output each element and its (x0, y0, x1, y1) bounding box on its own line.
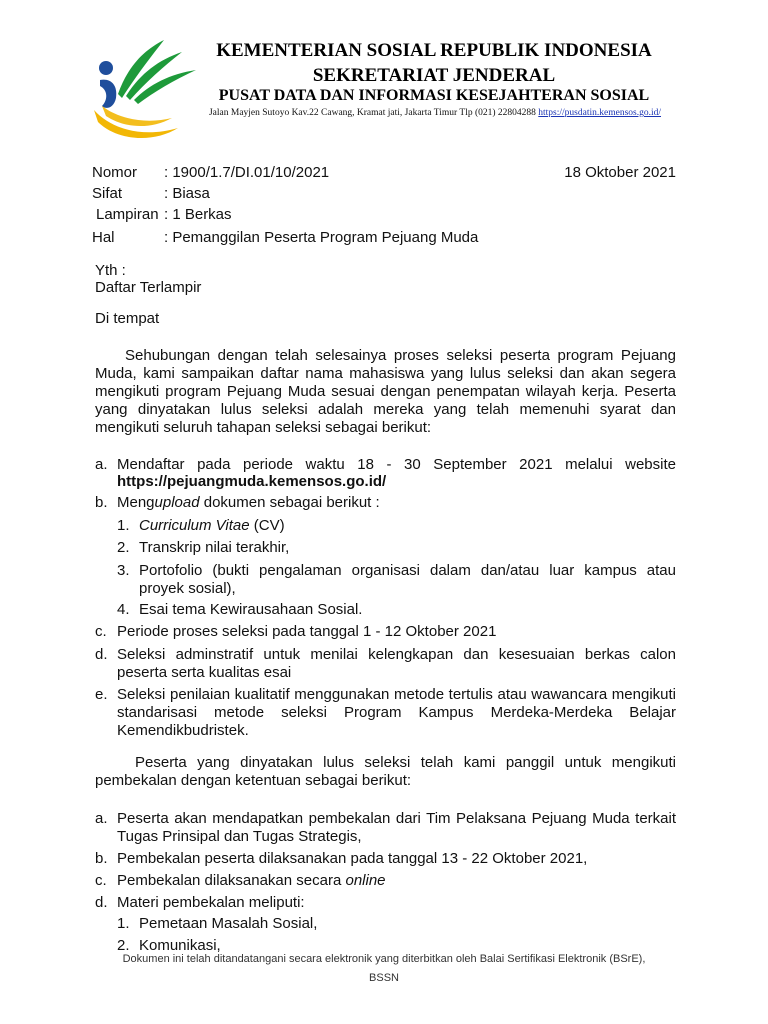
brief-d1-marker: 1. (117, 915, 130, 932)
item-d-text: Seleksi adminstratif untuk menilai kelengkapan dan kesesuaian berkas calon peserta serta kualitas esai (117, 646, 676, 681)
nomor-value: : 1900/1.7/DI.01/10/2021 (164, 164, 330, 181)
item-b3-text: Portofolio (bukti pengalaman organisasi dalam dan/atau luar kampus atau proyek sosial), (139, 562, 676, 597)
brief-c-pre: Pembekalan dilaksanakan secara (117, 872, 346, 889)
item-b-post: dokumen sebagai berikut : (199, 494, 380, 511)
item-c-marker: c. (95, 623, 107, 640)
recipient-name: Daftar Terlampir (95, 279, 202, 296)
item-b3-marker: 3. (117, 562, 130, 579)
brief-c-marker: c. (95, 872, 107, 889)
org-division: SEKRETARIAT JENDERAL (312, 65, 556, 86)
lampiran-label: Lampiran (96, 206, 159, 223)
org-address-line (207, 108, 663, 118)
item-a-text: Mendaftar pada periode waktu 18 - 30 September 2021 melalui website (117, 456, 676, 473)
org-address: Jalan Mayjen Sutoyo Kav.22 Cawang, Kramat jati, Jakarta Timur Tlp (021) 22804288 (208, 108, 536, 118)
sifat-value: : Biasa (164, 185, 210, 202)
item-b-marker: b. (95, 494, 108, 511)
item-b1-marker: 1. (117, 517, 130, 534)
item-e-marker: e. (95, 686, 108, 703)
logo-swoosh-2 (102, 106, 172, 126)
item-b-text (117, 494, 380, 512)
org-unit: PUSAT DATA DAN INFORMASI KESEJAHTERAN SOSIAL (218, 87, 650, 104)
briefing-paragraph: Peserta yang dinyatakan lulus seleksi telah kami panggil untuk mengikuti pembekalan dengan ketentuan sebagai berikut: (95, 754, 676, 789)
item-b-pre: Meng (117, 494, 155, 511)
brief-b-text: Pembekalan peserta dilaksanakan pada tanggal 13 - 22 Oktober 2021, (117, 850, 588, 867)
logo-body (100, 80, 116, 108)
letter-date: 18 Oktober 2021 (564, 164, 676, 181)
brief-d-marker: d. (95, 894, 108, 911)
item-b4-marker: 4. (117, 601, 130, 618)
recipient-place: Di tempat (95, 310, 160, 327)
sifat-label: Sifat (92, 185, 123, 202)
intro-paragraph: Sehubungan dengan telah selesainya proses seleksi peserta program Pejuang Muda, kami sampaikan daftar nama mahasiswa yang lulus seleksi dan akan segera mengikuti program Pejuang Muda sesuai dengan penempatan wilayah kerja. Peserta yang dinyatakan lulus seleksi adalah mereka yang telah memenuhi syarat dan mengikuti seluruh tahapan seleksi sebagai berikut: (95, 347, 676, 436)
signature-note: Dokumen ini telah ditandatangani secara elektronik yang diterbitkan oleh Balai Sertifikasi Elektronik (BSrE), (122, 953, 646, 965)
kemensos-logo (92, 36, 200, 144)
brief-c-italic: online (345, 872, 386, 889)
item-b4-text: Esai tema Kewirausahaan Sosial. (139, 601, 363, 618)
brief-d2-text: Komunikasi, (139, 937, 221, 954)
org-name: KEMENTERIAN SOSIAL REPUBLIK INDONESIA (216, 40, 652, 61)
brief-b-marker: b. (95, 850, 108, 867)
recipient-yth: Yth : (95, 262, 126, 279)
item-b2-marker: 2. (117, 539, 130, 556)
item-c-text: Periode proses seleksi pada tanggal 1 - 12 Oktober 2021 (117, 623, 497, 640)
org-website-link[interactable]: https://pusdatin.kemensos.go.id/ (538, 108, 661, 118)
item-a-marker: a. (95, 456, 108, 473)
brief-d1-text: Pemetaan Masalah Sosial, (139, 915, 318, 932)
item-e-text: Seleksi penilaian kualitatif menggunakan metode tertulis atau wawancara mengikuti standarisasi metode seleksi Program Kampus Merdeka-Merdeka Belajar Kemendikbudristek. (117, 686, 676, 739)
brief-d2-marker: 2. (117, 937, 130, 954)
brief-d-text: Materi pembekalan meliputi: (117, 894, 305, 911)
brief-c-text (117, 872, 386, 890)
nomor-label: Nomor (92, 164, 138, 181)
brief-a-text: Peserta akan mendapatkan pembekalan dari Tim Pelaksana Pejuang Muda terkait Tugas Prinsipal dan Tugas Strategis, (117, 810, 676, 845)
logo-head (99, 61, 113, 75)
hal-value: : Pemanggilan Peserta Program Pejuang Muda (164, 229, 479, 246)
lampiran-value: : 1 Berkas (164, 206, 232, 223)
hal-label: Hal (92, 229, 115, 246)
item-b1-post: (CV) (249, 517, 285, 534)
brief-a-marker: a. (95, 810, 108, 827)
item-d-marker: d. (95, 646, 108, 663)
item-b1-text (139, 517, 285, 535)
signature-note-bssn: BSSN (369, 972, 399, 984)
item-b1-italic: Curriculum Vitae (139, 517, 250, 534)
item-b2-text: Transkrip nilai terakhir, (139, 539, 290, 556)
pejuangmuda-link[interactable]: https://pejuangmuda.kemensos.go.id/ (117, 473, 387, 490)
item-b-italic: upload (154, 494, 200, 511)
